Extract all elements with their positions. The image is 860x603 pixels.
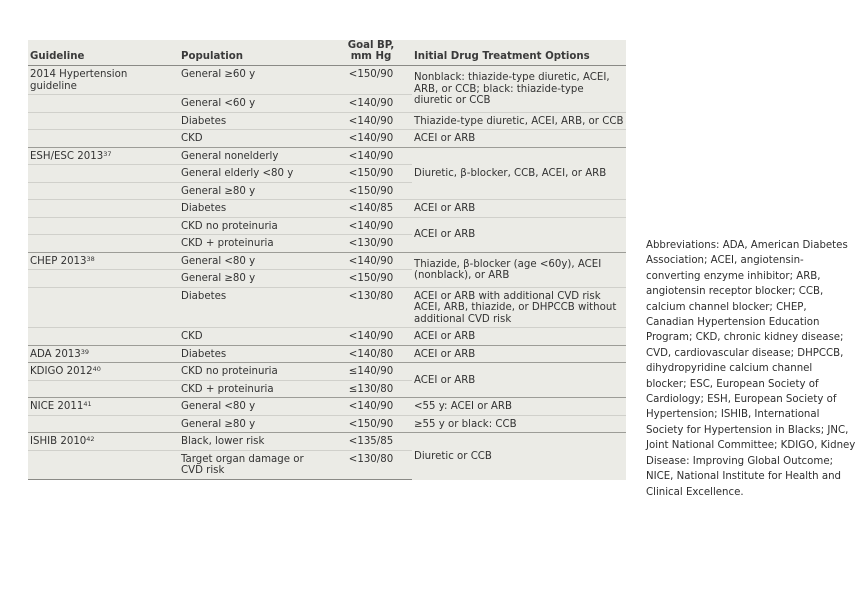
population-cell: Target organ damage or CVD risk (179, 450, 330, 479)
reference-number: 38 (86, 254, 95, 263)
goal-cell: <140/90 (330, 328, 412, 346)
guidelines-table-container (28, 40, 626, 480)
table-row (28, 147, 626, 165)
drug-cell: Nonblack: thiazide-type diuretic, ACEI, ARB, or CCB; black: thiazide-type diuretic or CCB (412, 66, 626, 113)
drug-cell: ACEI or ARB (412, 363, 626, 398)
drug-cell: ACEI or ARB (412, 345, 626, 363)
goal-cell: <130/80 (330, 287, 412, 328)
guideline-cell (28, 217, 179, 235)
guideline-cell (28, 200, 179, 218)
goal-cell: <140/90 (330, 398, 412, 416)
guideline-cell (28, 287, 179, 328)
table-row (28, 415, 626, 433)
abbreviations-note: Abbreviations: ADA, American Diabetes Association; ACEI, angiotensin-converting enzyme inhibitor; ARB, angiotensin receptor blocker; CCB, calcium channel blocker; CHEP, Canadian Hypertension Education Program; CKD, chronic kidney disease; CVD, cardiovascular disease; DHPCCB, dihydropyridine calcium channel blocker; ESC, European Society of Cardiology; ESH, European Society of Hypertension; ISHIB, International Society for Hypertension in Blacks; JNC, Joint National Committee; KDIGO, Kidney Disease: Improving Global Outcome; NICE, National Institute for Health and Clinical Excellence. (646, 240, 856, 498)
population-cell: CKD + proteinuria (179, 235, 330, 253)
population-cell: General nonelderly (179, 147, 330, 165)
header-goal-bp-line2: mm Hg (350, 50, 392, 62)
header-goal-bp (330, 40, 412, 66)
header-guideline: Guideline (28, 40, 179, 66)
goal-cell: <130/90 (330, 235, 412, 253)
population-cell: CKD no proteinuria (179, 217, 330, 235)
guideline-name: ISHIB 2010 (30, 436, 87, 447)
drug-cell: Thiazide, β-blocker (age <60y), ACEI (nonblack), or ARB (412, 252, 626, 287)
goal-cell: <140/85 (330, 200, 412, 218)
header-goal-bp-line1: Goal BP, (347, 40, 395, 51)
reference-number: 40 (92, 365, 101, 373)
goal-cell: <135/85 (330, 433, 412, 451)
population-cell: Black, lower risk (179, 433, 330, 451)
drug-cell: ACEI or ARB (412, 130, 626, 148)
table-header (28, 40, 626, 66)
table-row (28, 398, 626, 416)
goal-cell: <140/90 (330, 147, 412, 165)
goal-cell: <140/90 (330, 252, 412, 270)
drug-cell: Diuretic, β-blocker, CCB, ACEI, or ARB (412, 147, 626, 200)
population-cell: CKD + proteinuria (179, 380, 330, 398)
table-row (28, 363, 626, 381)
population-cell: General elderly <80 y (179, 165, 330, 183)
drug-cell: ACEI or ARB (412, 200, 626, 218)
goal-cell: <140/80 (330, 345, 412, 363)
guideline-cell: 2014 Hypertension guideline (28, 66, 179, 95)
guideline-cell (28, 165, 179, 183)
population-cell: General ≥60 y (179, 66, 330, 95)
goal-cell: <140/90 (330, 112, 412, 130)
population-cell: General ≥80 y (179, 415, 330, 433)
guideline-cell (28, 450, 179, 479)
guideline-cell (28, 328, 179, 346)
header-drug-options: Initial Drug Treatment Options (412, 40, 626, 66)
drug-cell: ACEI or ARB (412, 328, 626, 346)
population-cell: General <80 y (179, 252, 330, 270)
table-row (28, 66, 626, 95)
population-cell: Diabetes (179, 287, 330, 328)
table-row (28, 328, 626, 346)
population-cell: CKD no proteinuria (179, 363, 330, 381)
table-row (28, 217, 626, 235)
population-cell: CKD (179, 328, 330, 346)
population-cell: General ≥80 y (179, 270, 330, 288)
table-row (28, 252, 626, 270)
goal-cell: <150/90 (330, 270, 412, 288)
population-cell: General <60 y (179, 95, 330, 113)
population-cell: Diabetes (179, 200, 330, 218)
drug-cell: Thiazide-type diuretic, ACEI, ARB, or CCB (412, 112, 626, 130)
goal-cell: ≤130/80 (330, 380, 412, 398)
reference-number: 39 (80, 347, 90, 356)
guideline-cell (28, 270, 179, 288)
guideline-cell (28, 433, 179, 451)
table-row (28, 130, 626, 148)
table-row (28, 112, 626, 130)
goal-cell: <130/80 (330, 450, 412, 479)
table-row (28, 433, 626, 451)
reference-number: 41 (83, 400, 92, 408)
goal-cell: <150/90 (330, 165, 412, 183)
guideline-cell (28, 415, 179, 433)
header-row (28, 40, 626, 66)
guideline-cell (28, 182, 179, 200)
guideline-cell (28, 252, 179, 270)
goal-cell: <150/90 (330, 182, 412, 200)
guideline-name: ESH/ESC 2013 (30, 150, 104, 162)
guideline-name: ADA 2013 (30, 348, 81, 360)
drug-cell: Diuretic or CCB (412, 433, 626, 480)
goal-cell: <150/90 (330, 415, 412, 433)
population-cell: CKD (179, 130, 330, 148)
guideline-cell (28, 398, 179, 416)
guideline-cell (28, 363, 179, 381)
header-population: Population (179, 40, 330, 66)
guideline-cell (28, 112, 179, 130)
table-row (28, 345, 626, 363)
goal-cell: <140/90 (330, 130, 412, 148)
guideline-cell (28, 380, 179, 398)
table-row (28, 200, 626, 218)
population-cell: General ≥80 y (179, 182, 330, 200)
population-cell: Diabetes (179, 112, 330, 130)
reference-number: 42 (86, 435, 95, 443)
population-cell: Diabetes (179, 345, 330, 363)
guidelines-table (28, 40, 626, 480)
guideline-cell (28, 147, 179, 165)
guideline-name: NICE 2011 (30, 401, 84, 412)
goal-cell: <140/90 (330, 217, 412, 235)
reference-number: 37 (103, 149, 112, 158)
drug-cell: <55 y: ACEI or ARB (412, 398, 626, 416)
guideline-cell (28, 345, 179, 363)
table-body (28, 66, 626, 480)
table-row (28, 287, 626, 328)
guideline-name: KDIGO 2012 (30, 366, 93, 377)
guideline-cell (28, 235, 179, 253)
goal-cell: ≤140/90 (330, 363, 412, 381)
goal-cell: <140/90 (330, 95, 412, 113)
guideline-cell (28, 130, 179, 148)
drug-cell: ACEI or ARB with additional CVD risk ACEI, ARB, thiazide, or DHPCCB without additional CVD risk (412, 287, 626, 328)
drug-cell: ≥55 y or black: CCB (412, 415, 626, 433)
population-cell: General <80 y (179, 398, 330, 416)
drug-cell: ACEI or ARB (412, 217, 626, 252)
guideline-cell (28, 95, 179, 113)
guideline-name: CHEP 2013 (30, 255, 87, 267)
goal-cell: <150/90 (330, 66, 412, 95)
